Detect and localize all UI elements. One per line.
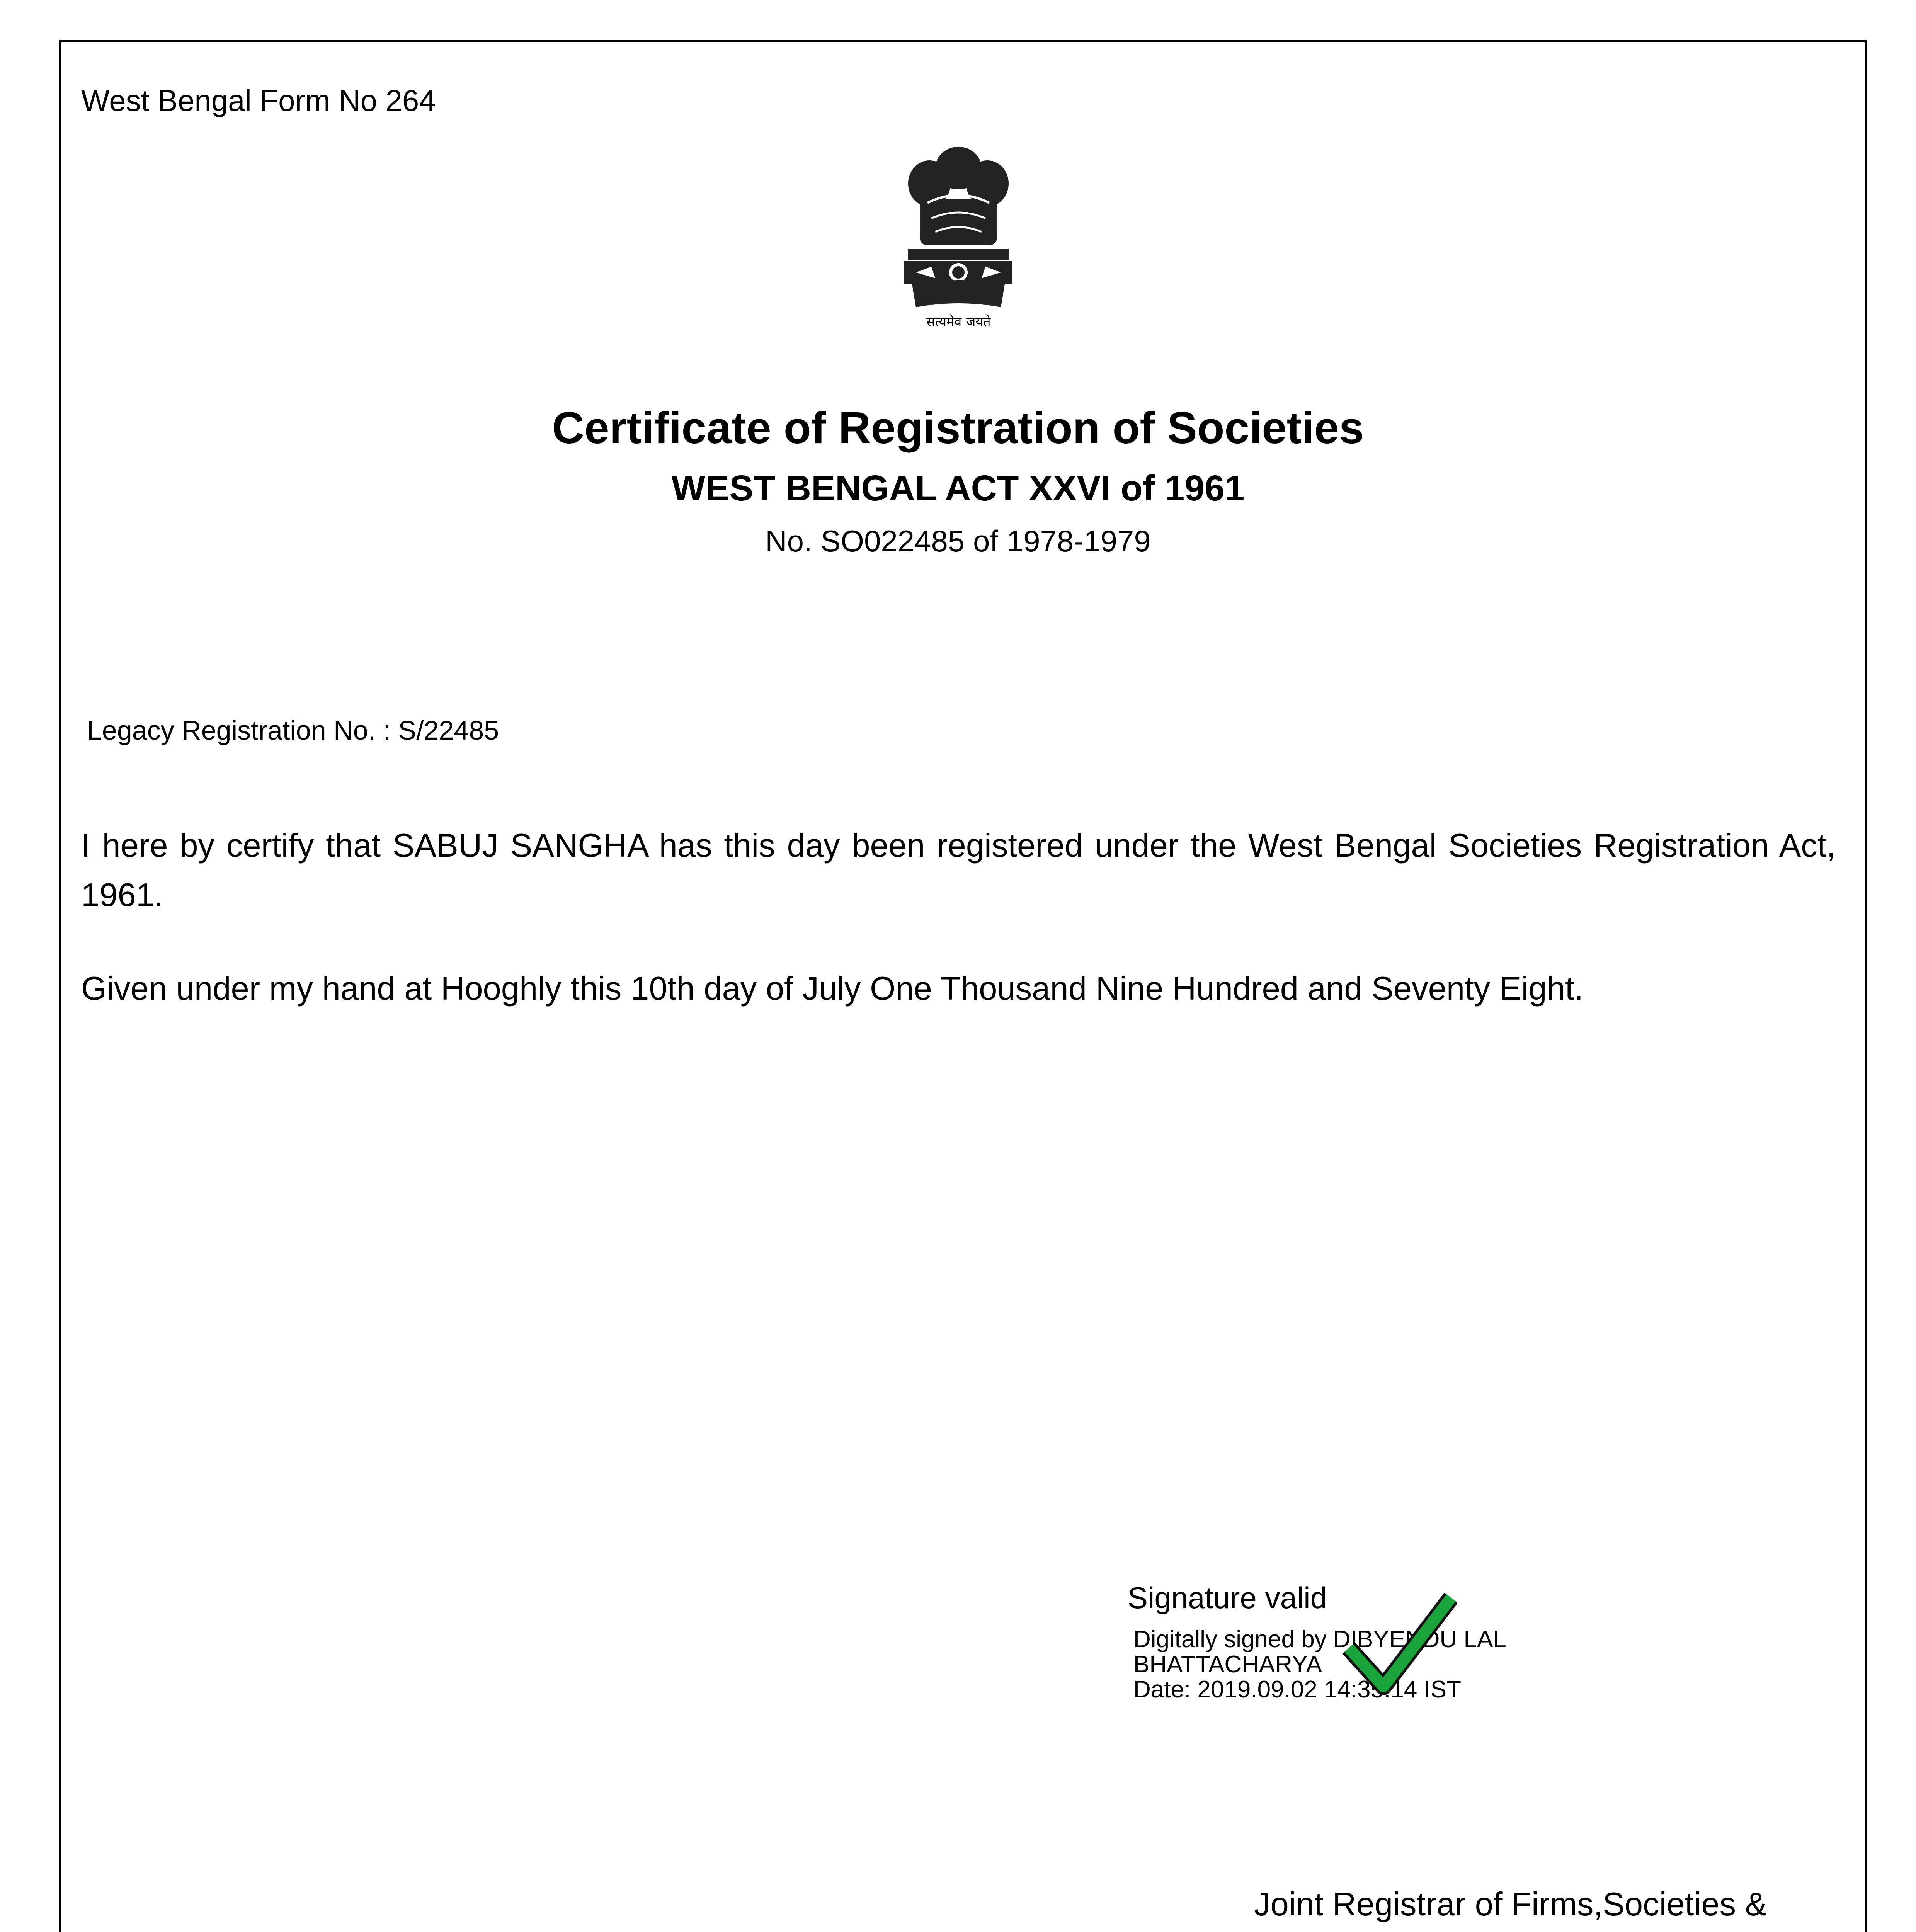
form-number: West Bengal Form No 264: [81, 83, 436, 117]
registrar-title-line1: Joint Registrar of Firms,Societies &: [1254, 1886, 1767, 1923]
signature-signer-name: BHATTACHARYA: [1133, 1651, 1322, 1678]
signature-date: Date: 2019.09.02 14:35:14 IST: [1133, 1676, 1461, 1703]
signature-status: Signature valid: [1128, 1581, 1327, 1615]
state-emblem-of-india-icon: [893, 141, 1024, 334]
certificate-title: Certificate of Registration of Societies: [552, 403, 1364, 453]
certification-paragraph: I here by certify that SABUJ SANGHA has this day been registered under the West Bengal Societies Registration Act, 1961.: [81, 827, 1836, 913]
act-name: WEST BENGAL ACT XXVI of 1961: [671, 468, 1245, 508]
emblem-motto: सत्यमेव जयते: [926, 314, 991, 330]
green-check-icon: [1341, 1590, 1457, 1698]
signature-signer-line: Digitally signed by DIBYENDU LAL: [1133, 1626, 1506, 1653]
registration-number: No. SO022485 of 1978-1979: [765, 524, 1151, 558]
given-under-hand-text: Given under my hand at Hooghly this 10th day of July One Thousand Nine Hundred and Seventy Eight.: [81, 970, 1584, 1007]
legacy-registration: Legacy Registration No. : S/22485: [87, 715, 499, 745]
